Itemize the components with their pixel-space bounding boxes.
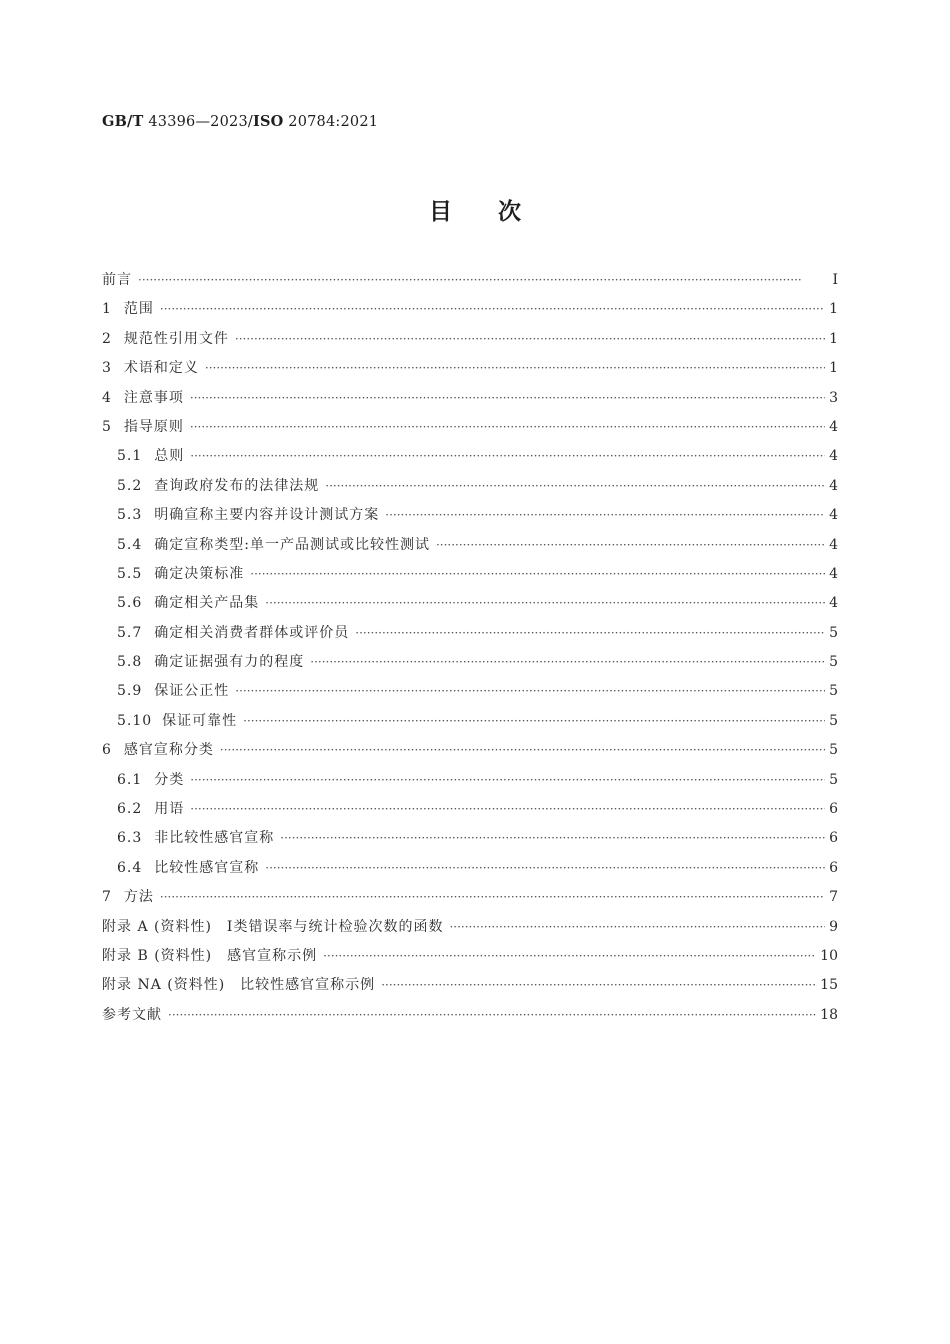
toc-entry[interactable]	[102, 857, 838, 886]
toc-entry-page: 1	[829, 301, 838, 318]
toc-entry[interactable]	[102, 680, 838, 709]
toc-entry-label: 规范性引用文件	[123, 330, 229, 347]
toc-entry-number: 5.8	[117, 654, 143, 671]
toc-entry-page: 5	[829, 712, 838, 729]
toc-entry-number: 5	[102, 418, 112, 435]
toc-entry-page: 7	[829, 889, 838, 906]
toc-entry-page: 10	[820, 947, 838, 964]
toc-entry-label: 分类	[154, 771, 185, 788]
iso-code: ISO	[252, 113, 284, 130]
toc-entry-label: 方法	[123, 889, 154, 906]
toc-entry[interactable]	[102, 298, 838, 327]
toc-entry-label: 非比较性感官宣称	[154, 830, 275, 847]
toc-entry-number: 5.3	[117, 507, 143, 524]
toc-leader-dots	[243, 714, 825, 728]
toc-leader-dots	[205, 361, 825, 375]
toc-entry-label: 总则	[154, 448, 185, 465]
toc-entry[interactable]	[102, 387, 838, 416]
toc-entry-label: 感官宣称分类	[123, 742, 214, 759]
toc-entry-page: 4	[829, 477, 838, 494]
toc-entry-number: 5.2	[117, 477, 143, 494]
toc-entry-number: 5.7	[117, 624, 143, 641]
toc-entry[interactable]	[102, 504, 838, 533]
toc-entry-label: 指导原则	[123, 418, 184, 435]
toc-entry[interactable]	[102, 1004, 838, 1033]
toc-leader-dots	[190, 391, 825, 405]
toc-entry[interactable]	[102, 269, 838, 298]
toc-entry-label: 确定相关产品集	[154, 595, 260, 612]
toc-entry-page: 6	[829, 859, 838, 876]
toc-leader-dots	[190, 420, 825, 434]
toc-entry-number: 6	[102, 742, 112, 759]
toc-entry[interactable]	[102, 916, 838, 945]
toc-leader-dots	[160, 302, 825, 316]
toc-entry-page: 4	[829, 536, 838, 553]
toc-entry[interactable]	[102, 886, 838, 915]
toc-entry-page: 4	[829, 565, 838, 582]
toc-entry-label: 保证公正性	[154, 683, 230, 700]
toc-entry-label: 保证可靠性	[162, 712, 238, 729]
table-of-contents	[102, 269, 838, 1033]
toc-entry[interactable]	[102, 827, 838, 856]
toc-entry-page: 9	[829, 918, 838, 935]
toc-leader-dots	[381, 978, 816, 992]
toc-entry-label: 附录 B (资料性) 感官宣称示例	[102, 947, 318, 964]
toc-entry[interactable]	[102, 739, 838, 768]
toc-entry-page: 1	[829, 330, 838, 347]
iso-number: 20784:2021	[288, 114, 379, 130]
toc-entry[interactable]	[102, 651, 838, 680]
toc-leader-dots	[310, 655, 825, 669]
toc-entry[interactable]	[102, 357, 838, 386]
toc-entry-number: 5.4	[117, 536, 143, 553]
toc-entry-page: 6	[829, 830, 838, 847]
toc-entry[interactable]	[102, 563, 838, 592]
toc-entry-page: 5	[829, 771, 838, 788]
toc-entry[interactable]	[102, 475, 838, 504]
toc-leader-dots	[190, 773, 825, 787]
toc-entry[interactable]	[102, 710, 838, 739]
toc-entry-number: 6.4	[117, 859, 143, 876]
toc-entry-number: 1	[102, 301, 112, 318]
toc-entry-label: 明确宣称主要内容并设计测试方案	[154, 507, 380, 524]
toc-entry-label: 术语和定义	[123, 360, 199, 377]
toc-entry-page: 18	[820, 1006, 838, 1023]
toc-entry-page: 4	[829, 418, 838, 435]
toc-leader-dots	[265, 861, 825, 875]
toc-entry-label: 比较性感官宣称	[154, 859, 260, 876]
toc-entry[interactable]	[102, 622, 838, 651]
toc-leader-dots	[385, 508, 825, 522]
toc-leader-dots	[190, 802, 825, 816]
toc-leader-dots	[220, 743, 825, 757]
toc-leader-dots	[190, 449, 825, 463]
toc-entry[interactable]	[102, 974, 838, 1003]
toc-entry-page: 4	[829, 507, 838, 524]
toc-entry-page: 4	[829, 448, 838, 465]
toc-entry-label: 查询政府发布的法律法规	[154, 477, 320, 494]
toc-entry-label: 注意事项	[123, 389, 184, 406]
toc-entry-number: 5.1	[117, 448, 143, 465]
toc-leader-dots	[235, 684, 825, 698]
toc-entry-label: 确定证据强有力的程度	[154, 654, 305, 671]
toc-entry-page: Ⅰ	[832, 272, 838, 288]
toc-leader-dots	[436, 538, 825, 552]
toc-leader-dots	[323, 949, 816, 963]
toc-entry[interactable]	[102, 416, 838, 445]
toc-entry-number: 5.6	[117, 595, 143, 612]
toc-entry-page: 5	[829, 683, 838, 700]
toc-leader-dots	[138, 273, 826, 287]
toc-entry[interactable]	[102, 798, 838, 827]
toc-leader-dots	[355, 626, 825, 640]
toc-entry-label: 确定相关消费者群体或评价员	[154, 624, 350, 641]
toc-entry-page: 15	[820, 977, 838, 994]
toc-entry[interactable]	[102, 445, 838, 474]
toc-entry-page: 5	[829, 654, 838, 671]
toc-leader-dots	[449, 920, 825, 934]
toc-leader-dots	[235, 332, 825, 346]
toc-entry-label: 附录 NA (资料性) 比较性感官宣称示例	[102, 977, 376, 994]
toc-entry-page: 6	[829, 801, 838, 818]
toc-leader-dots	[325, 479, 825, 493]
toc-leader-dots	[280, 831, 825, 845]
toc-entry[interactable]	[102, 328, 838, 357]
toc-entry-number: 7	[102, 889, 112, 906]
toc-entry-number: 5.5	[117, 565, 143, 582]
toc-leader-dots	[160, 890, 825, 904]
toc-entry-label: 附录 A (资料性) Ⅰ类错误率与统计检验次数的函数	[102, 918, 444, 935]
toc-entry-page: 4	[829, 595, 838, 612]
toc-leader-dots	[168, 1008, 816, 1022]
toc-entry[interactable]	[102, 945, 838, 974]
toc-entry-page: 3	[829, 389, 838, 406]
toc-entry-number: 6.2	[117, 801, 143, 818]
toc-entry-page: 1	[829, 360, 838, 377]
std-number: 43396—2023/	[148, 114, 253, 130]
toc-entry-number: 4	[102, 389, 112, 406]
std-code: GB/T	[102, 113, 144, 130]
toc-title: 目次	[429, 198, 567, 225]
toc-entry-number: 2	[102, 330, 112, 347]
toc-entry-label: 确定宣称类型:单一产品测试或比较性测试	[154, 536, 430, 553]
toc-entry-number: 6.3	[117, 830, 143, 847]
standard-header	[102, 113, 378, 130]
toc-entry-label: 前言	[102, 272, 132, 288]
toc-entry-number: 6.1	[117, 771, 143, 788]
toc-leader-dots	[250, 567, 825, 581]
toc-entry[interactable]	[102, 769, 838, 798]
toc-entry-number: 5.9	[117, 683, 143, 700]
toc-leader-dots	[265, 596, 825, 610]
toc-entry-label: 用语	[154, 801, 185, 818]
toc-entry-page: 5	[829, 624, 838, 641]
toc-entry-label: 范围	[123, 301, 154, 318]
toc-entry[interactable]	[102, 534, 838, 563]
toc-entry-number: 3	[102, 360, 112, 377]
toc-entry-page: 5	[829, 742, 838, 759]
toc-entry[interactable]	[102, 592, 838, 621]
toc-entry-label: 确定决策标准	[154, 565, 245, 582]
toc-entry-label: 参考文献	[102, 1006, 162, 1023]
toc-entry-number: 5.10	[117, 712, 153, 729]
